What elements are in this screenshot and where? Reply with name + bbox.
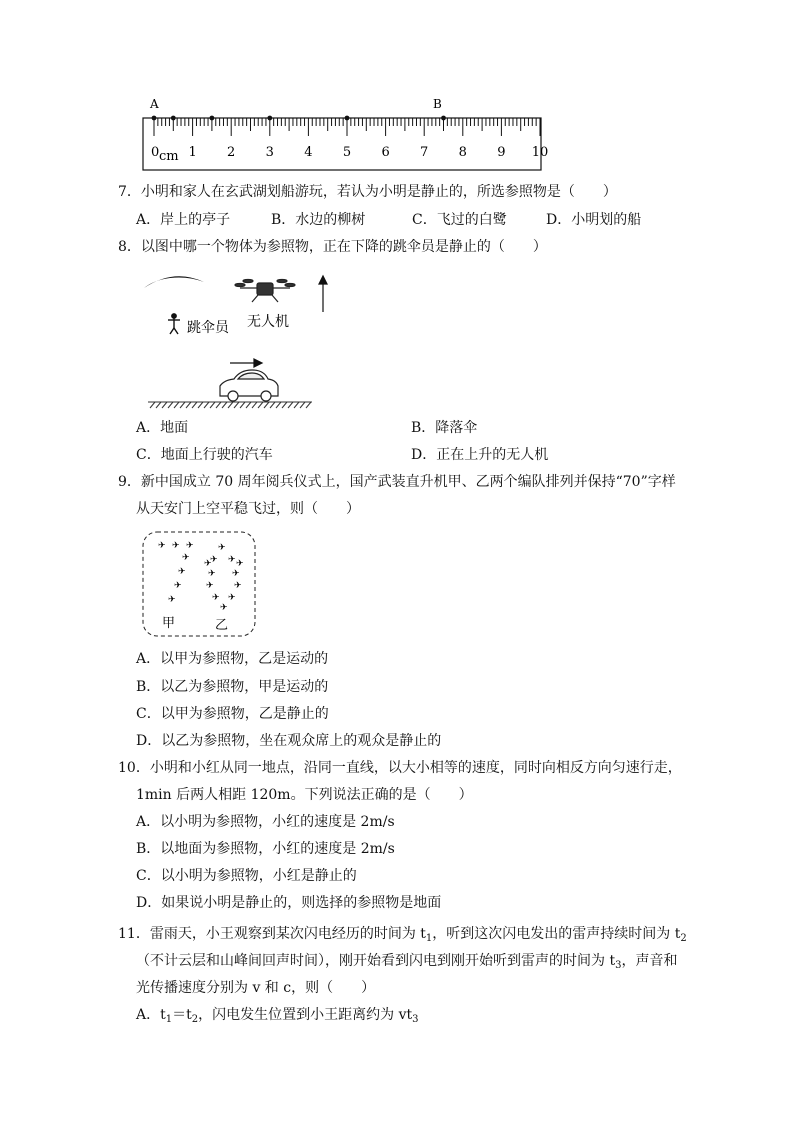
- helicopter-icon: ✈: [212, 593, 220, 603]
- ground-hatch-line: [180, 402, 185, 408]
- helicopter-icon: ✈: [178, 567, 186, 577]
- drone-label: 无人机: [247, 314, 289, 330]
- ruler-mark-dot: [210, 116, 215, 121]
- ground-hatch-line: [204, 402, 209, 408]
- q11-optA-part1: A．t: [136, 1007, 166, 1023]
- ground-hatch-line: [222, 402, 227, 408]
- ground-hatch-line: [210, 402, 215, 408]
- ground-hatch-line: [228, 402, 233, 408]
- q10-option-a[interactable]: A．以小明为参照物，小红的速度是 2m/s: [136, 814, 395, 830]
- ruler-number: 7: [420, 145, 429, 160]
- q9-option-a[interactable]: A．以甲为参照物，乙是运动的: [136, 651, 329, 667]
- q11-sub-t3: 3: [615, 960, 622, 971]
- q11-sub-t2: 2: [680, 933, 687, 944]
- ground-hatch-line: [288, 402, 293, 408]
- q11-stem-line2: [136, 951, 677, 976]
- ruler-number: 3: [265, 145, 274, 160]
- q11-line2-part1: （不计云层和山峰间回声时间），刚开始看到闪电到刚开始听到雷声的时间为 t: [136, 953, 616, 969]
- drone-icon: [235, 280, 295, 303]
- ground-hatch-line: [246, 402, 251, 408]
- parachutist-icon: [168, 314, 180, 334]
- ground-hatch-line: [240, 402, 245, 408]
- q8-option-d[interactable]: D．正在上升的无人机: [411, 447, 549, 463]
- ground-hatch-line: [252, 402, 257, 408]
- q8-option-c[interactable]: C．地面上行驶的汽车: [136, 447, 273, 463]
- helicopter-icon: ✈: [186, 541, 194, 551]
- ground-hatch-line: [276, 402, 281, 408]
- q11-optA-part3: ，闪电发生位置到小王距离约为 vt: [198, 1007, 413, 1023]
- helicopter-icon: ✈: [220, 603, 228, 613]
- ground-hatch-line: [300, 402, 305, 408]
- helicopter-icon: ✈: [234, 581, 242, 591]
- q9-option-b[interactable]: B．以乙为参照物，甲是运动的: [136, 679, 329, 695]
- helicopter-icon: ✈: [228, 555, 236, 565]
- ruler-point-b: B: [433, 97, 442, 111]
- q11-line2-part2: ，声音和: [621, 953, 678, 969]
- ruler-point-a: A: [150, 97, 159, 111]
- q9-figure: [140, 530, 258, 640]
- ruler-figure: [138, 94, 548, 174]
- helicopter-icon: ✈: [204, 559, 212, 569]
- q11-optA-sub2: 2: [191, 1014, 199, 1025]
- ruler-number: 4: [304, 145, 313, 160]
- ruler-number: 9: [497, 145, 506, 160]
- upward-arrow-icon: [319, 276, 327, 312]
- ground-hatch-line: [306, 402, 311, 408]
- ruler-mark-dot: [152, 116, 157, 121]
- q7-option-b[interactable]: B．水边的柳树: [271, 212, 366, 228]
- ruler-number: 6: [381, 145, 390, 160]
- ground-hatch-line: [156, 402, 161, 408]
- rightward-arrow-icon: [230, 359, 262, 367]
- ground-hatch-line: [150, 402, 155, 408]
- formation-label-jia: 甲: [162, 616, 176, 631]
- q10-stem-line2: 1min 后两人相距 120m。下列说法正确的是（ ）: [136, 787, 473, 803]
- helicopter-icon: ✈: [174, 581, 182, 591]
- formation-label-yi: 乙: [215, 618, 229, 633]
- q10-stem-line1: 10．小明和小红从同一地点，沿同一直线，以大小相等的速度，同时向相反方向匀速行走，: [118, 760, 682, 776]
- q8-stem: 8．以图中哪一个物体为参照物，正在下降的跳伞员是静止的（ ）: [118, 239, 547, 255]
- q7-option-a[interactable]: A．岸上的亭子: [136, 212, 231, 228]
- ground-hatch-line: [198, 402, 203, 408]
- ruler-number: 10: [531, 145, 548, 160]
- helicopter-icon: ✈: [206, 581, 214, 591]
- q9-option-c[interactable]: C．以甲为参照物，乙是静止的: [136, 706, 329, 722]
- ground-hatch-line: [282, 402, 287, 408]
- helicopter-icon: ✈: [236, 559, 244, 569]
- ground-hatch-line: [168, 402, 173, 408]
- ground-hatch-line: [294, 402, 299, 408]
- ground-hatch-line: [162, 402, 167, 408]
- q11-sub-t1: 1: [425, 933, 433, 944]
- q9-option-d[interactable]: D．以乙为参照物，坐在观众席上的观众是静止的: [136, 733, 442, 749]
- q8-figure: [140, 268, 340, 410]
- q11-optA-sub3: 3: [412, 1014, 419, 1025]
- ruler-mark-dot: [267, 116, 272, 121]
- ground-hatch-line: [174, 402, 179, 408]
- q8-option-b[interactable]: B．降落伞: [411, 420, 478, 436]
- q8-option-a[interactable]: A．地面: [136, 420, 189, 436]
- helicopter-icon: ✈: [210, 555, 218, 565]
- helicopter-icon: ✈: [228, 593, 236, 603]
- ruler-number: 8: [458, 145, 467, 160]
- ground-hatch-line: [234, 402, 239, 408]
- q9-stem-line1: 9．新中国成立 70 周年阅兵仪式上，国产武装直升机甲、乙两个编队排列并保持“70”字样: [118, 474, 676, 490]
- q9-stem-line2: 从天安门上空平稳飞过，则（ ）: [136, 501, 360, 517]
- helicopter-icon: ✈: [218, 543, 226, 553]
- q11-optA-part2: ＝t: [172, 1007, 192, 1023]
- q11-optA-sub1: 1: [165, 1014, 173, 1025]
- ruler-zero-label: 0: [151, 145, 160, 160]
- ruler-number: 2: [227, 145, 236, 160]
- q10-option-c[interactable]: C．以小明为参照物，小红是静止的: [136, 868, 357, 884]
- q7-option-d[interactable]: D．小明划的船: [546, 212, 642, 228]
- parachute-icon: [144, 276, 204, 288]
- q7-option-c[interactable]: C．飞过的白鹭: [412, 212, 507, 228]
- helicopter-icon: ✈: [172, 541, 180, 551]
- ground-icon: [148, 402, 312, 408]
- ruler-mark-dot: [441, 116, 446, 121]
- car-icon: [220, 370, 278, 401]
- q11-stem-line1: [118, 924, 687, 949]
- ground-hatch-line: [264, 402, 269, 408]
- ruler-mark-dot: [345, 116, 350, 121]
- q11-line1-part1: 11．雷雨天，小王观察到某次闪电经历的时间为 t: [118, 926, 426, 942]
- helicopter-icon: ✈: [168, 595, 176, 605]
- ruler-number: 1: [188, 145, 197, 160]
- helicopter-icon: ✈: [232, 569, 240, 579]
- q11-option-a[interactable]: [136, 1005, 419, 1030]
- ruler-number: 5: [342, 145, 352, 160]
- ground-hatch-line: [270, 402, 275, 408]
- ruler-mark-dot: [171, 116, 176, 121]
- ground-hatch-line: [186, 402, 191, 408]
- parachutist-label: 跳伞员: [187, 320, 229, 336]
- q10-option-b[interactable]: B．以地面为参照物，小红的速度是 2m/s: [136, 841, 395, 857]
- helicopter-icon: ✈: [182, 553, 190, 563]
- ruler-body: [143, 118, 541, 170]
- helicopter-formation: [158, 541, 244, 613]
- q11-line1-part2: ，听到这次闪电发出的雷声持续时间为 t: [432, 926, 681, 942]
- ruler-unit-label: cm: [159, 149, 179, 164]
- helicopter-icon: ✈: [158, 541, 166, 551]
- q7-stem: 7．小明和家人在玄武湖划船游玩，若认为小明是静止的，所选参照物是（ ）: [118, 184, 617, 200]
- q10-option-d[interactable]: D．如果说小明是静止的，则选择的参照物是地面: [136, 895, 442, 911]
- q11-stem-line3: 光传播速度分别为 v 和 c，则（ ）: [136, 980, 376, 996]
- helicopter-icon: ✈: [208, 569, 216, 579]
- ground-hatch-line: [192, 402, 197, 408]
- ground-hatch-line: [258, 402, 263, 408]
- ground-hatch-line: [216, 402, 221, 408]
